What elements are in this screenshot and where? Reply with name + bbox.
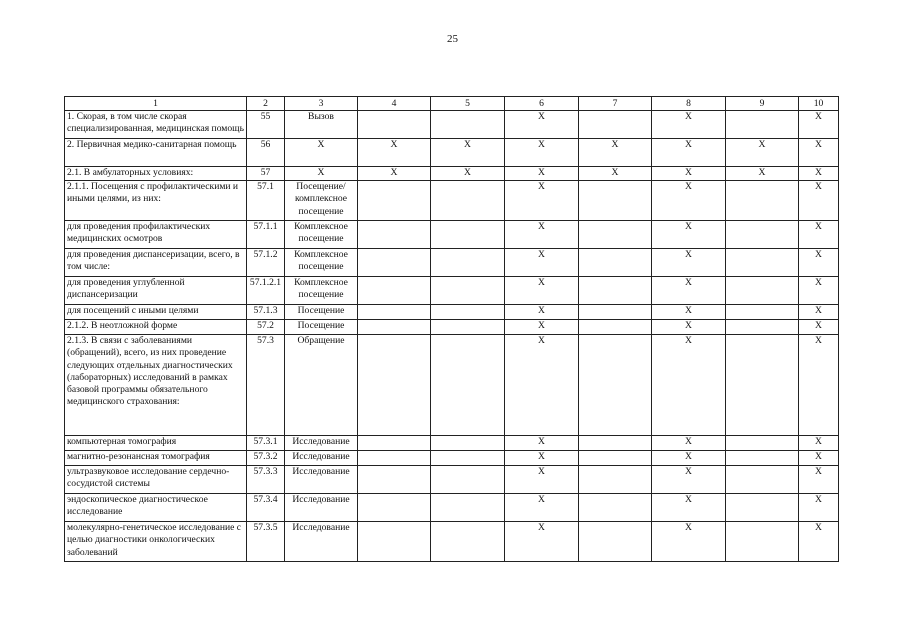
unit-cell: Комплексное посещение [285, 277, 358, 305]
row-code-cell: 57.1 [247, 181, 285, 221]
table-row [65, 494, 839, 522]
value-cell-col-10: X [799, 221, 839, 249]
row-code-cell: 57.1.2 [247, 249, 285, 277]
value-cell-col-10: X [799, 451, 839, 466]
row-label-cell: 2.1.1. Посещения с профилактическими и иными целями, из них: [65, 181, 247, 221]
value-cell-col-7: X [579, 139, 652, 167]
value-cell-col-8: X [652, 249, 726, 277]
value-cell-col-6: X [505, 466, 579, 494]
row-label-cell: магнитно-резонансная томография [65, 451, 247, 466]
value-cell-col-6: X [505, 320, 579, 335]
value-cell-col-4: X [358, 167, 431, 181]
row-label-cell: 2.1. В амбулаторных условиях: [65, 167, 247, 181]
value-cell-col-9 [726, 249, 799, 277]
row-code-cell: 57.3.4 [247, 494, 285, 522]
value-cell-col-6: X [505, 167, 579, 181]
value-cell-col-10: X [799, 320, 839, 335]
value-cell-col-4 [358, 320, 431, 335]
value-cell-col-6: X [505, 181, 579, 221]
row-code-cell: 57.3.1 [247, 436, 285, 451]
value-cell-col-7 [579, 436, 652, 451]
column-header-9: 9 [726, 97, 799, 111]
column-header-7: 7 [579, 97, 652, 111]
value-cell-col-8: X [652, 139, 726, 167]
column-header-2: 2 [247, 97, 285, 111]
row-label-cell: ультразвуковое исследование сердечно-сосудистой системы [65, 466, 247, 494]
value-cell-col-9 [726, 436, 799, 451]
value-cell-col-4 [358, 335, 431, 436]
value-cell-col-4 [358, 466, 431, 494]
value-cell-col-10: X [799, 305, 839, 320]
value-cell-col-6: X [505, 139, 579, 167]
row-label-cell: для проведения углубленной диспансеризации [65, 277, 247, 305]
value-cell-col-8: X [652, 181, 726, 221]
table-row [65, 277, 839, 305]
row-label-cell: эндоскопическое диагностическое исследование [65, 494, 247, 522]
value-cell-col-5 [431, 451, 505, 466]
column-header-5: 5 [431, 97, 505, 111]
header-row [65, 97, 839, 111]
value-cell-col-4: X [358, 139, 431, 167]
value-cell-col-5 [431, 305, 505, 320]
value-cell-col-4 [358, 436, 431, 451]
value-cell-col-8: X [652, 522, 726, 562]
row-code-cell: 57 [247, 167, 285, 181]
column-header-4: 4 [358, 97, 431, 111]
value-cell-col-4 [358, 249, 431, 277]
value-cell-col-8: X [652, 494, 726, 522]
row-label-cell: 1. Скорая, в том числе скорая специализированная, медицинская помощь [65, 111, 247, 139]
unit-cell: Исследование [285, 494, 358, 522]
unit-cell: Исследование [285, 436, 358, 451]
value-cell-col-4 [358, 111, 431, 139]
table-row [65, 320, 839, 335]
value-cell-col-7 [579, 335, 652, 436]
data-table [64, 96, 839, 562]
table-row [65, 522, 839, 562]
value-cell-col-5 [431, 522, 505, 562]
value-cell-col-6: X [505, 335, 579, 436]
unit-cell: Комплексное посещение [285, 221, 358, 249]
row-code-cell: 55 [247, 111, 285, 139]
value-cell-col-6: X [505, 494, 579, 522]
value-cell-col-10: X [799, 167, 839, 181]
value-cell-col-5 [431, 494, 505, 522]
value-cell-col-10: X [799, 494, 839, 522]
table-row [65, 451, 839, 466]
value-cell-col-9 [726, 277, 799, 305]
value-cell-col-9 [726, 451, 799, 466]
value-cell-col-10: X [799, 139, 839, 167]
value-cell-col-5 [431, 221, 505, 249]
value-cell-col-9 [726, 181, 799, 221]
unit-cell: Посещение [285, 305, 358, 320]
row-code-cell: 57.3 [247, 335, 285, 436]
value-cell-col-6: X [505, 305, 579, 320]
value-cell-col-4 [358, 181, 431, 221]
value-cell-col-10: X [799, 111, 839, 139]
value-cell-col-4 [358, 305, 431, 320]
value-cell-col-5 [431, 436, 505, 451]
row-label-cell: 2. Первичная медико-санитарная помощь [65, 139, 247, 167]
row-label-cell: для проведения профилактических медицинских осмотров [65, 221, 247, 249]
unit-cell: Комплексное посещение [285, 249, 358, 277]
value-cell-col-9 [726, 305, 799, 320]
row-label-cell: для проведения диспансеризации, всего, в том числе: [65, 249, 247, 277]
value-cell-col-5 [431, 277, 505, 305]
value-cell-col-5 [431, 111, 505, 139]
value-cell-col-10: X [799, 249, 839, 277]
value-cell-col-4 [358, 221, 431, 249]
row-label-cell: молекулярно-генетическое исследование с целью диагностики онкологических заболеваний [65, 522, 247, 562]
value-cell-col-8: X [652, 111, 726, 139]
value-cell-col-6: X [505, 436, 579, 451]
row-code-cell: 57.3.2 [247, 451, 285, 466]
unit-cell: Посещение [285, 320, 358, 335]
value-cell-col-6: X [505, 522, 579, 562]
value-cell-col-7 [579, 181, 652, 221]
table-row [65, 305, 839, 320]
value-cell-col-5 [431, 320, 505, 335]
row-label-cell: для посещений с иными целями [65, 305, 247, 320]
value-cell-col-5: X [431, 139, 505, 167]
value-cell-col-7 [579, 494, 652, 522]
value-cell-col-4 [358, 451, 431, 466]
value-cell-col-7 [579, 466, 652, 494]
value-cell-col-9 [726, 221, 799, 249]
value-cell-col-9 [726, 335, 799, 436]
row-code-cell: 56 [247, 139, 285, 167]
value-cell-col-7: X [579, 167, 652, 181]
row-code-cell: 57.1.3 [247, 305, 285, 320]
value-cell-col-8: X [652, 277, 726, 305]
value-cell-col-7 [579, 111, 652, 139]
value-cell-col-7 [579, 305, 652, 320]
value-cell-col-9 [726, 111, 799, 139]
value-cell-col-7 [579, 522, 652, 562]
row-code-cell: 57.3.3 [247, 466, 285, 494]
unit-cell: Исследование [285, 522, 358, 562]
table-row [65, 111, 839, 139]
value-cell-col-8: X [652, 167, 726, 181]
table-row [65, 167, 839, 181]
value-cell-col-10: X [799, 335, 839, 436]
value-cell-col-10: X [799, 181, 839, 221]
unit-cell: Посещение/ комплексное посещение [285, 181, 358, 221]
value-cell-col-8: X [652, 320, 726, 335]
value-cell-col-9: X [726, 167, 799, 181]
value-cell-col-9 [726, 466, 799, 494]
value-cell-col-9: X [726, 139, 799, 167]
value-cell-col-8: X [652, 436, 726, 451]
value-cell-col-9 [726, 320, 799, 335]
value-cell-col-8: X [652, 335, 726, 436]
page-number: 25 [447, 33, 458, 45]
table-row [65, 249, 839, 277]
table-row [65, 139, 839, 167]
value-cell-col-5: X [431, 167, 505, 181]
table-row [65, 466, 839, 494]
table-row [65, 335, 839, 436]
unit-cell: Вызов [285, 111, 358, 139]
row-label-cell: компьютерная томография [65, 436, 247, 451]
value-cell-col-6: X [505, 111, 579, 139]
table-row [65, 436, 839, 451]
column-header-10: 10 [799, 97, 839, 111]
column-header-8: 8 [652, 97, 726, 111]
unit-cell: X [285, 167, 358, 181]
unit-cell: X [285, 139, 358, 167]
value-cell-col-6: X [505, 249, 579, 277]
value-cell-col-7 [579, 320, 652, 335]
value-cell-col-7 [579, 451, 652, 466]
row-code-cell: 57.1.2.1 [247, 277, 285, 305]
value-cell-col-5 [431, 181, 505, 221]
unit-cell: Исследование [285, 466, 358, 494]
row-code-cell: 57.3.5 [247, 522, 285, 562]
row-label-cell: 2.1.2. В неотложной форме [65, 320, 247, 335]
row-code-cell: 57.1.1 [247, 221, 285, 249]
value-cell-col-8: X [652, 305, 726, 320]
value-cell-col-6: X [505, 451, 579, 466]
value-cell-col-8: X [652, 466, 726, 494]
value-cell-col-7 [579, 249, 652, 277]
value-cell-col-6: X [505, 277, 579, 305]
row-label-cell: 2.1.3. В связи с заболеваниями (обращений), всего, из них проведение следующих отдельных диагностических (лабораторных) исследований в рамках базовой программы обязательного медицинского страхования: [65, 335, 247, 436]
value-cell-col-5 [431, 335, 505, 436]
unit-cell: Обращение [285, 335, 358, 436]
value-cell-col-10: X [799, 466, 839, 494]
value-cell-col-7 [579, 277, 652, 305]
value-cell-col-4 [358, 522, 431, 562]
value-cell-col-10: X [799, 522, 839, 562]
value-cell-col-4 [358, 277, 431, 305]
table-row [65, 181, 839, 221]
value-cell-col-8: X [652, 451, 726, 466]
value-cell-col-9 [726, 522, 799, 562]
value-cell-col-8: X [652, 221, 726, 249]
column-header-3: 3 [285, 97, 358, 111]
column-header-6: 6 [505, 97, 579, 111]
value-cell-col-5 [431, 249, 505, 277]
value-cell-col-5 [431, 466, 505, 494]
column-header-1: 1 [65, 97, 247, 111]
table-row [65, 221, 839, 249]
value-cell-col-10: X [799, 436, 839, 451]
value-cell-col-7 [579, 221, 652, 249]
value-cell-col-6: X [505, 221, 579, 249]
row-code-cell: 57.2 [247, 320, 285, 335]
unit-cell: Исследование [285, 451, 358, 466]
value-cell-col-9 [726, 494, 799, 522]
value-cell-col-4 [358, 494, 431, 522]
value-cell-col-10: X [799, 277, 839, 305]
